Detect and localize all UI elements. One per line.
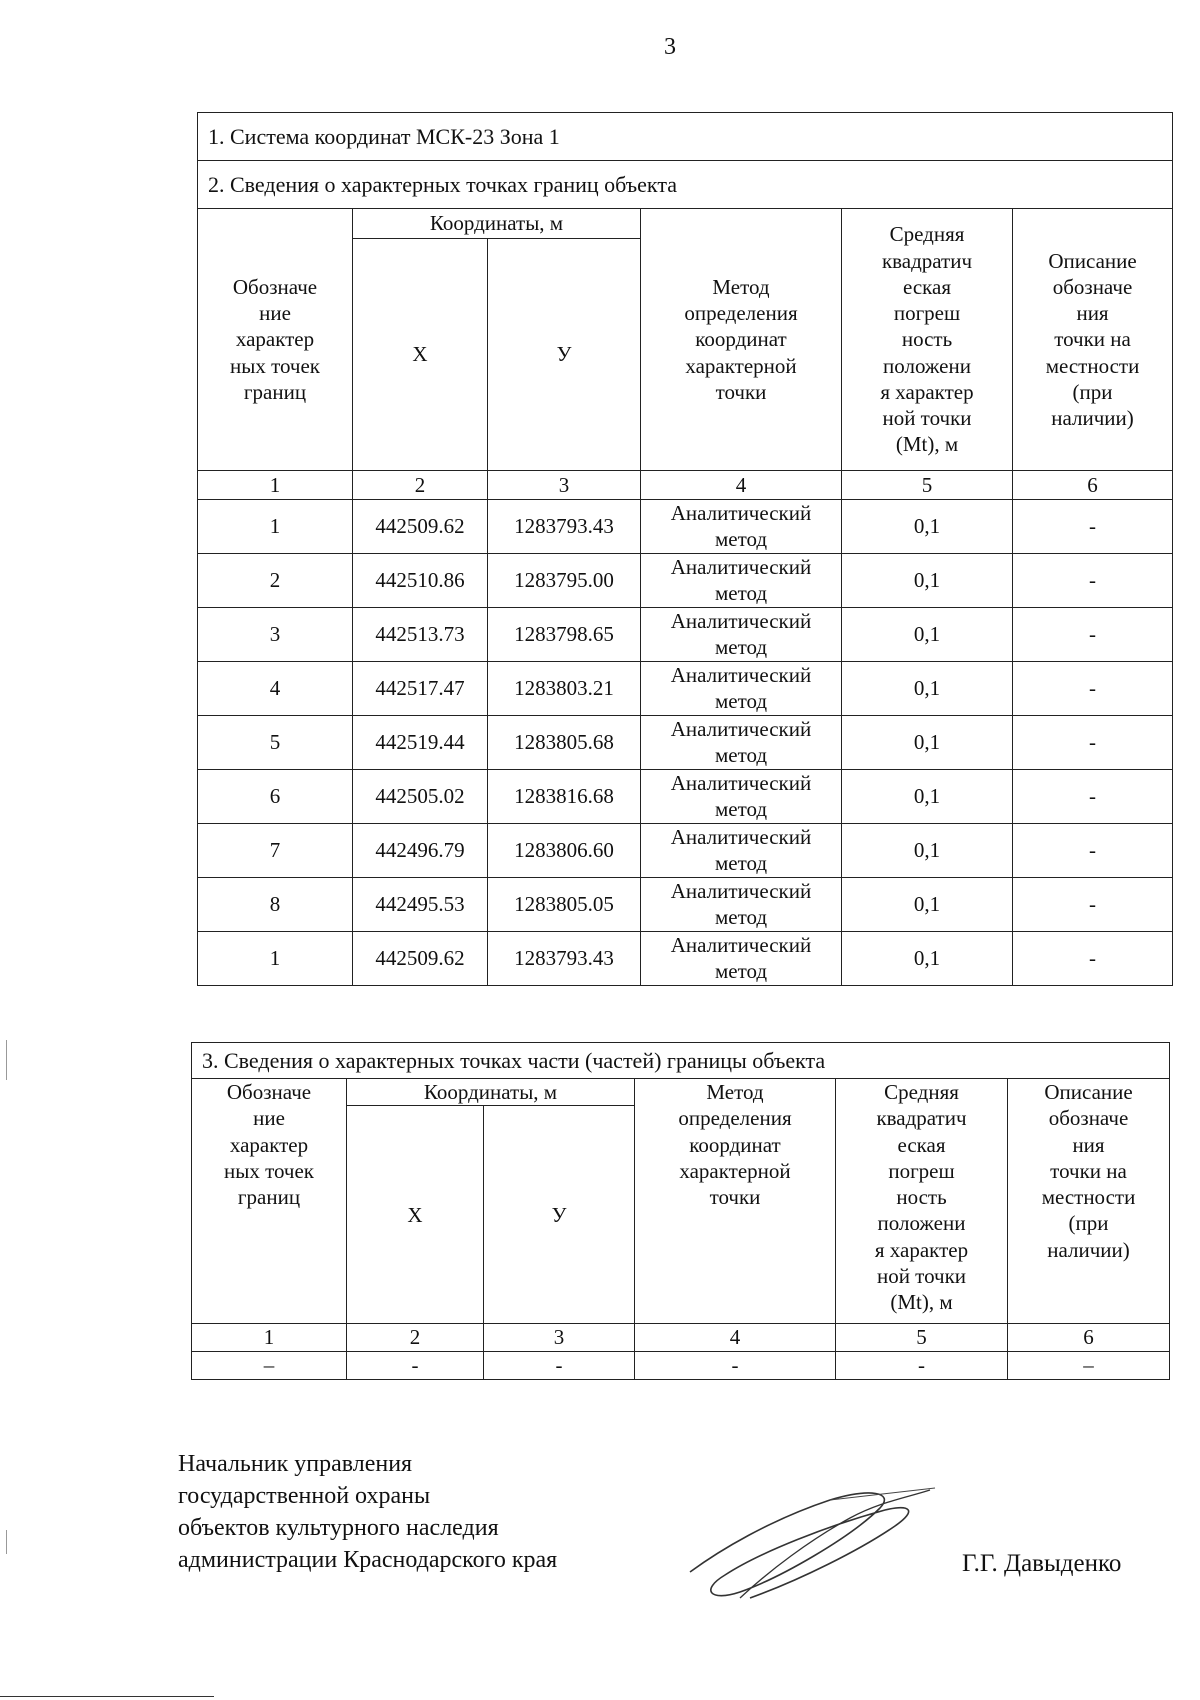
point-error: 0,1 (842, 500, 1013, 554)
header-description-line: Описание (1044, 1080, 1133, 1104)
point-y: 1283806.60 (488, 824, 641, 878)
method-line: метод (714, 580, 768, 605)
page-number: 3 (664, 34, 676, 60)
boundary-point-row (198, 770, 1173, 824)
point-x: 442517.47 (353, 662, 488, 716)
boundary-point-row (198, 500, 1173, 554)
point-description: - (1013, 878, 1173, 932)
header-error (842, 209, 1013, 471)
header-error-line: погреш (888, 1158, 955, 1183)
boundary-point-row (198, 824, 1173, 878)
header-description-line: (при (1072, 379, 1113, 404)
header-method-line: характерной (685, 353, 797, 378)
header-designation (192, 1079, 347, 1324)
header-method (641, 209, 842, 471)
header-error-line: еская (897, 1132, 946, 1157)
point-error: 0,1 (842, 932, 1013, 986)
point-method (641, 932, 842, 986)
header-description-line: наличии) (1051, 406, 1134, 431)
header-method-line: определения (684, 301, 798, 326)
point-x: 442519.44 (353, 716, 488, 770)
header-description-line: наличии) (1047, 1237, 1130, 1262)
header-error-line: ной точки (876, 1263, 967, 1288)
column-number: 5 (836, 1324, 1008, 1351)
method-line: метод (714, 526, 768, 551)
point-error: 0,1 (842, 878, 1013, 932)
header-method-line: координат (689, 1132, 781, 1157)
header-error-line: (Mt), м (890, 1290, 953, 1314)
point-description: - (1013, 770, 1173, 824)
header-error-line: Средняя (884, 1080, 959, 1104)
point-number: 1 (198, 500, 353, 554)
point-x: 442509.62 (353, 500, 488, 554)
boundary-point-row (198, 932, 1173, 986)
header-designation (198, 209, 353, 471)
method-line: Аналитический (670, 825, 812, 850)
method-line: Аналитический (670, 663, 812, 688)
column-number: 3 (488, 471, 641, 500)
point-number: 3 (198, 608, 353, 662)
point-y: 1283805.05 (488, 878, 641, 932)
boundary-point-row (198, 662, 1173, 716)
header-x: X (353, 239, 488, 471)
point-method (641, 500, 842, 554)
header-designation-line: характер (235, 327, 315, 352)
point-x: 442513.73 (353, 608, 488, 662)
point-method (641, 554, 842, 608)
column-number: 3 (484, 1324, 635, 1351)
point-error: 0,1 (842, 662, 1013, 716)
header-designation-line: Обозначе (226, 1080, 312, 1104)
header-error-line: я характер (880, 379, 974, 404)
point-description: - (1013, 554, 1173, 608)
header-error-line: я характер (874, 1237, 969, 1262)
column-number: 1 (198, 471, 353, 500)
point-number: 1 (198, 932, 353, 986)
part-boundary-heading: 3. Сведения о характерных точках части (частей) границы объекта (192, 1043, 1170, 1079)
method-line: Аналитический (670, 933, 812, 958)
header-method (635, 1079, 836, 1324)
table1-body (198, 113, 1173, 986)
boundary-point-row (198, 608, 1173, 662)
header-error-line: квадратич (876, 1106, 967, 1131)
part-cell: - (836, 1351, 1008, 1379)
header-error-line: Средняя (889, 222, 965, 247)
header-description-line: (при (1068, 1211, 1109, 1236)
method-line: Аналитический (670, 771, 812, 796)
header-description-line: точки на (1050, 1158, 1127, 1183)
header-method-line: точки (715, 379, 767, 404)
header-error-line: (Mt), м (895, 432, 959, 457)
point-method (641, 878, 842, 932)
column-number: 4 (635, 1324, 836, 1351)
header-method-line: координат (695, 327, 787, 352)
part-boundary-points-table (191, 1042, 1170, 1380)
part-points-row (192, 1351, 1170, 1379)
boundary-points-heading: 2. Сведения о характерных точках границ объекта (198, 161, 1173, 209)
point-x: 442496.79 (353, 824, 488, 878)
point-y: 1283805.68 (488, 716, 641, 770)
part-cell: – (1008, 1351, 1170, 1379)
point-error: 0,1 (842, 716, 1013, 770)
point-y: 1283798.65 (488, 608, 641, 662)
point-description: - (1013, 932, 1173, 986)
method-line: метод (714, 904, 768, 929)
point-y: 1283793.43 (488, 500, 641, 554)
boundary-point-row (198, 554, 1173, 608)
header-coordinates: Координаты, м (353, 209, 641, 239)
boundary-points-table (197, 112, 1173, 986)
header-description-line: ния (1072, 1132, 1105, 1157)
header-description-line: Описание (1048, 248, 1137, 273)
header-error-line: ность (896, 1185, 947, 1209)
header-designation-line: характер (229, 1132, 309, 1157)
method-line: Аналитический (670, 555, 812, 580)
header-method-line: Метод (706, 1080, 764, 1104)
point-method (641, 662, 842, 716)
method-line: метод (714, 634, 768, 659)
header-method-line: характерной (679, 1158, 791, 1183)
method-line: метод (714, 958, 768, 983)
header-description-line: местности (1041, 1185, 1136, 1209)
method-line: метод (714, 796, 768, 821)
column-number: 4 (641, 471, 842, 500)
header-description-line: точки на (1054, 327, 1131, 352)
point-method (641, 716, 842, 770)
boundary-point-row (198, 878, 1173, 932)
header-description-line: местности (1045, 353, 1140, 378)
header-method-line: точки (709, 1185, 761, 1209)
signatory-position-line: объектов культурного наследия (178, 1515, 499, 1541)
column-number: 2 (347, 1324, 484, 1351)
header-error-line: положени (877, 1211, 966, 1236)
point-number: 4 (198, 662, 353, 716)
point-description: - (1013, 500, 1173, 554)
method-line: Аналитический (670, 609, 812, 634)
column-number: 6 (1013, 471, 1173, 500)
part-cell: - (484, 1351, 635, 1379)
header-error (836, 1079, 1008, 1324)
column-number: 5 (842, 471, 1013, 500)
point-number: 8 (198, 878, 353, 932)
header-designation-line: границ (243, 379, 307, 404)
point-y: 1283793.43 (488, 932, 641, 986)
point-description: - (1013, 608, 1173, 662)
part-cell: – (192, 1351, 347, 1379)
header-error-line: еская (902, 274, 952, 299)
header-error-line: ной точки (882, 406, 972, 431)
point-description: - (1013, 662, 1173, 716)
part-cell: - (347, 1351, 484, 1379)
signatory-position-line: Начальник управления (178, 1451, 413, 1477)
point-error: 0,1 (842, 608, 1013, 662)
point-y: 1283803.21 (488, 662, 641, 716)
column-number: 1 (192, 1324, 347, 1351)
scan-edge-mark (6, 1530, 7, 1554)
method-line: Аналитический (670, 717, 812, 742)
boundary-point-row (198, 716, 1173, 770)
method-line: Аналитический (670, 501, 812, 526)
header-description-line: обозначе (1048, 1106, 1129, 1131)
header-designation-line: границ (237, 1185, 301, 1209)
header-y: У (488, 239, 641, 471)
header-description (1008, 1079, 1170, 1324)
header-y: У (484, 1106, 635, 1324)
signatory-position-line: администрации Краснодарского края (178, 1547, 558, 1573)
header-error-line: погреш (893, 301, 961, 326)
header-method-line: Метод (712, 274, 770, 299)
footer-rule (0, 1696, 214, 1697)
header-description-line: ния (1076, 301, 1109, 326)
signatory-position (178, 1448, 557, 1576)
point-number: 7 (198, 824, 353, 878)
header-coordinates: Координаты, м (347, 1079, 635, 1106)
header-x: X (347, 1106, 484, 1324)
point-method (641, 608, 842, 662)
point-x: 442505.02 (353, 770, 488, 824)
part-cell: - (635, 1351, 836, 1379)
point-method (641, 770, 842, 824)
point-error: 0,1 (842, 770, 1013, 824)
header-designation-line: Обозначе (232, 274, 318, 299)
point-description: - (1013, 716, 1173, 770)
point-method (641, 824, 842, 878)
header-designation-line: ние (253, 1106, 285, 1131)
scan-edge-mark (6, 1040, 7, 1080)
point-y: 1283816.68 (488, 770, 641, 824)
point-x: 442509.62 (353, 932, 488, 986)
header-description-line: обозначе (1052, 274, 1133, 299)
header-designation-line: ных точек (223, 1158, 315, 1183)
header-error-line: квадратич (881, 248, 973, 273)
column-number: 2 (353, 471, 488, 500)
column-numbers-row (192, 1324, 1170, 1351)
header-error-line: ность (901, 327, 953, 352)
method-line: Аналитический (670, 879, 812, 904)
header-designation-line: ние (259, 301, 291, 326)
point-description: - (1013, 824, 1173, 878)
header-designation-line: ных точек (229, 353, 321, 378)
column-number: 6 (1008, 1324, 1170, 1351)
signatory-position-line: государственной охраны (178, 1483, 431, 1509)
header-method-line: определения (678, 1106, 792, 1131)
handwritten-signature (680, 1480, 940, 1610)
point-x: 442495.53 (353, 878, 488, 932)
point-number: 2 (198, 554, 353, 608)
point-x: 442510.86 (353, 554, 488, 608)
column-numbers-row (198, 471, 1173, 500)
point-error: 0,1 (842, 554, 1013, 608)
point-y: 1283795.00 (488, 554, 641, 608)
signatory-name: Г.Г. Давыденко (962, 1550, 1122, 1577)
header-description (1013, 209, 1173, 471)
method-line: метод (714, 688, 768, 713)
coordinate-system-row: 1. Система координат МСК-23 Зона 1 (198, 113, 1173, 161)
point-number: 5 (198, 716, 353, 770)
header-error-line: положени (883, 353, 971, 378)
point-number: 6 (198, 770, 353, 824)
method-line: метод (714, 742, 768, 767)
point-error: 0,1 (842, 824, 1013, 878)
method-line: метод (714, 850, 768, 875)
